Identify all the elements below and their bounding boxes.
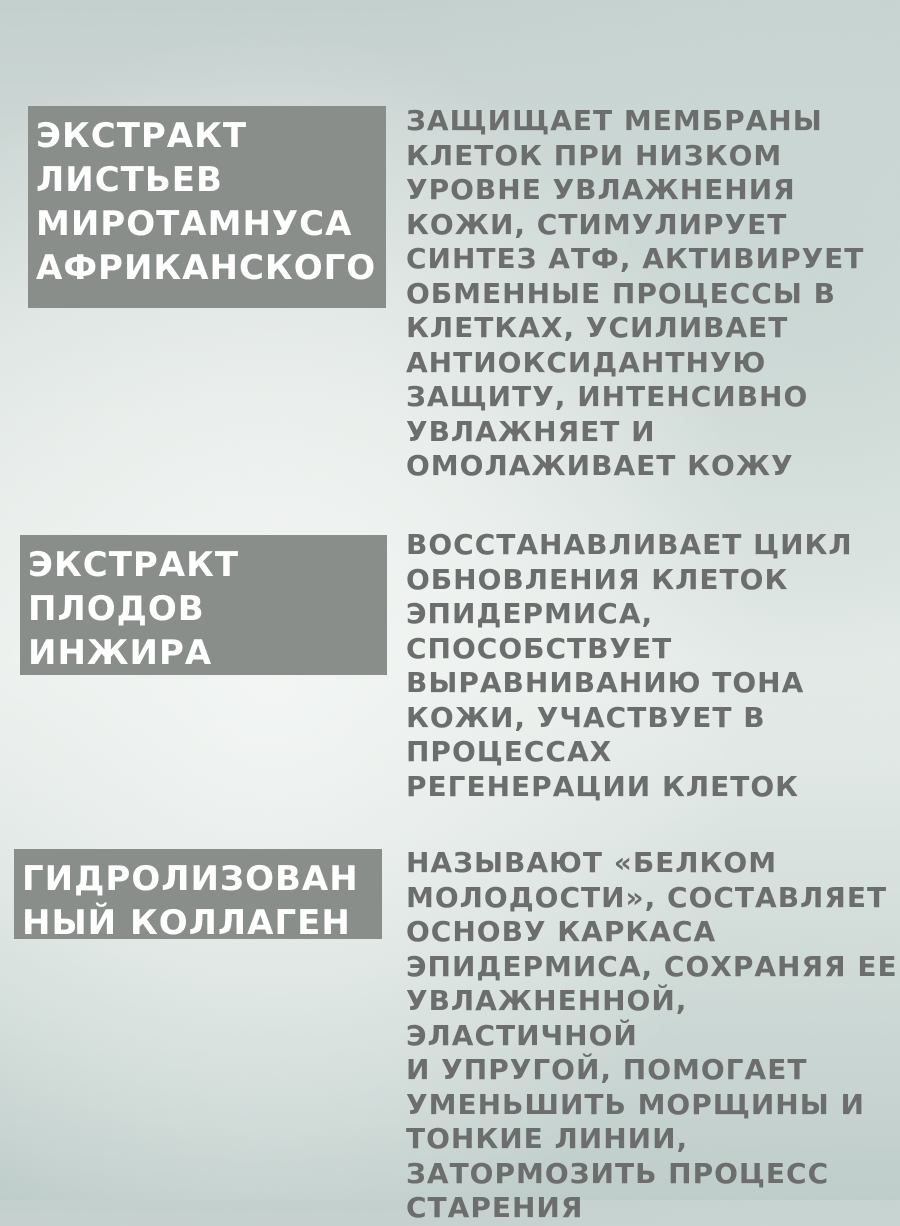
ingredient-description-myrothamnus: ЗАЩИЩАЕТ МЕМБРАНЫ КЛЕТОК ПРИ НИЗКОМ УРОВНЕ УВЛАЖНЕНИЯ КОЖИ, СТИМУЛИРУЕТ СИНТЕЗ АТФ, АКТИВИРУЕТ ОБМЕННЫЕ ПРОЦЕССЫ В КЛЕТКАХ, УСИЛИВАЕТ АНТИОКСИДАНТНУЮ ЗАЩИТУ, ИНТЕНСИВНО УВЛАЖНЯЕТ И ОМОЛАЖИВАЕТ КОЖУ xyxy=(406,104,865,482)
ingredient-name-myrothamnus: ЭКСТРАКТ ЛИСТЬЕВ МИРОТАМНУСА АФРИКАНСКОГО xyxy=(28,106,386,308)
ingredient-name-collagen: ГИДРОЛИЗОВАН НЫЙ КОЛЛАГЕН xyxy=(14,849,382,939)
ingredient-description-collagen: НАЗЫВАЮТ «БЕЛКОМ МОЛОДОСТИ», СОСТАВЛЯЕТ ОСНОВУ КАРКАСА ЭПИДЕРМИСА, СОХРАНЯЯ ЕЕ УВЛАЖНЕННОЙ, ЭЛАСТИЧНОЙ И УПРУГОЙ, ПОМОГАЕТ УМЕНЬШИТЬ МОРЩИНЫ И ТОНКИЕ ЛИНИИ, ЗАТОРМОЗИТЬ ПРОЦЕСС СТАРЕНИЯ xyxy=(406,846,898,1224)
ingredient-description-fig: ВОССТАНАВЛИВАЕТ ЦИКЛ ОБНОВЛЕНИЯ КЛЕТОК ЭПИДЕРМИСА, СПОСОБСТВУЕТ ВЫРАВНИВАНИЮ ТОНА КОЖИ, УЧАСТВУЕТ В ПРОЦЕССАХ РЕГЕНЕРАЦИИ КЛЕТОК xyxy=(406,528,853,803)
ingredient-name-fig: ЭКСТРАКТ ПЛОДОВ ИНЖИРА xyxy=(20,535,387,675)
